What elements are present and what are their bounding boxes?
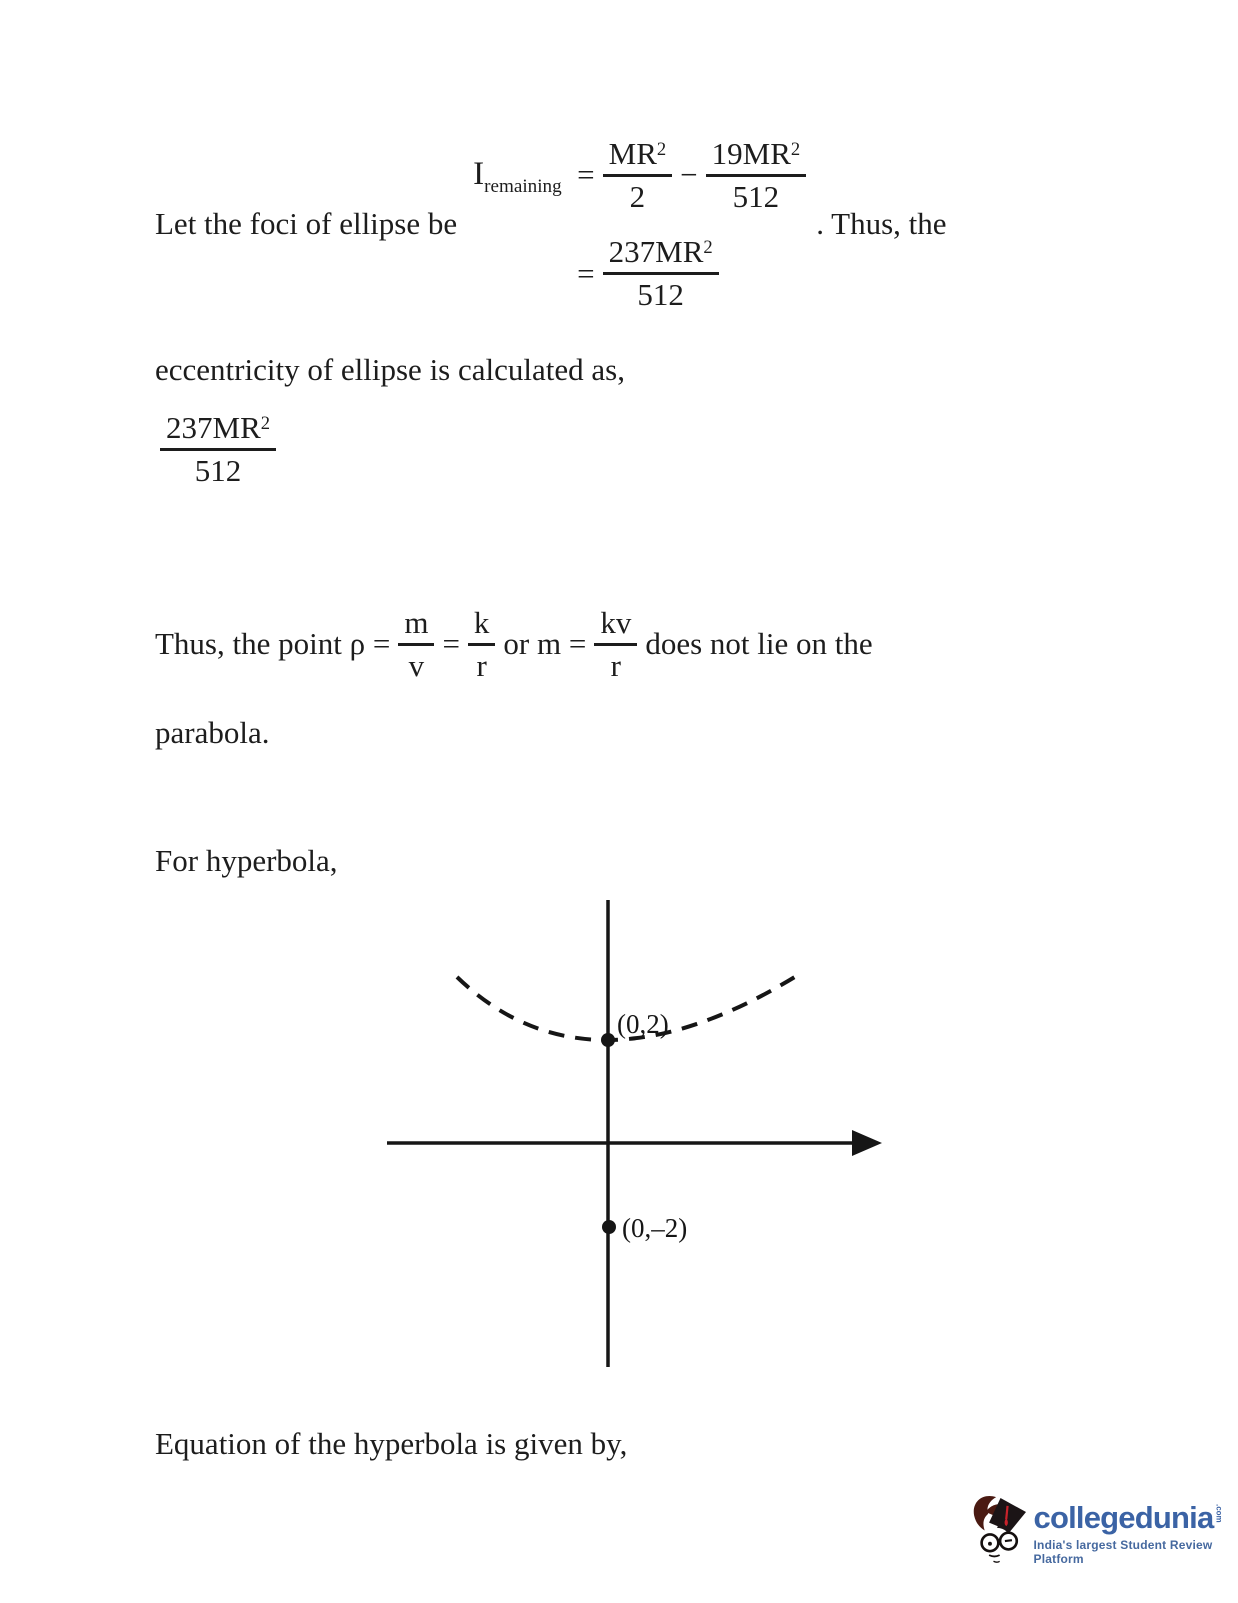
paragraph-parabola: parabola. xyxy=(155,715,270,750)
brand-domain-text: .com xyxy=(1214,1504,1224,1523)
inertia-subscript: remaining xyxy=(484,176,562,198)
fraction-mr2-over-2: $\frac{MR^2}{2}$ xyxy=(603,136,673,214)
fraction-result-237mr2-over-512: $\frac{237MR^2}{512}$ xyxy=(160,410,276,488)
heading-for-hyperbola: For hyperbola, xyxy=(155,843,338,878)
lower-point xyxy=(602,1220,616,1234)
collegedunia-logo xyxy=(968,1486,1238,1568)
point-middle-text: or m = xyxy=(503,626,587,662)
lower-point-label: (0,–2) xyxy=(622,1213,688,1243)
hyperbola-figure xyxy=(378,890,898,1375)
formula-line-2 xyxy=(577,234,806,312)
intro-suffix-text: . Thus, the xyxy=(816,206,947,242)
vertex-point-label: (0,2) xyxy=(617,1009,669,1039)
fraction-19mr2-over-512: $\frac{19MR^2}{512}$ xyxy=(706,136,807,214)
brand-text: collegedunia xyxy=(1033,1500,1214,1535)
equals-sign: = xyxy=(577,255,595,291)
formula-remaining-inertia xyxy=(473,136,806,313)
paragraph-point xyxy=(155,605,873,683)
fraction-k-over-r: $\frac{k}{r}$ xyxy=(468,605,496,683)
x-axis-arrow-icon xyxy=(852,1130,882,1156)
point-prefix-text: Thus, the point ρ = xyxy=(155,626,391,662)
equals-sign: = xyxy=(442,626,460,662)
result-fraction-block xyxy=(160,410,276,488)
inertia-symbol: $I_{remaining}$ xyxy=(473,156,562,198)
fraction-237mr2-over-512: $\frac{237MR^2}{512}$ xyxy=(603,234,719,312)
mascot-graduate-icon xyxy=(968,1486,1030,1568)
paragraph-eccentricity: eccentricity of ellipse is calculated as, xyxy=(155,352,625,387)
paragraph-equation: Equation of the hyperbola is given by, xyxy=(155,1426,628,1461)
point-suffix-text: does not lie on the xyxy=(645,626,873,662)
vertex-point xyxy=(601,1033,615,1047)
fraction-m-over-v: $\frac{m}{v}$ xyxy=(398,605,434,683)
paragraph-intro xyxy=(155,136,947,313)
logo-tagline: India's largest Student Review Platform xyxy=(1033,1538,1213,1566)
formula-line-1 xyxy=(473,136,806,214)
equals-sign: = xyxy=(577,157,595,193)
intro-prefix-text: Let the foci of ellipse be xyxy=(155,206,458,242)
fraction-kv-over-r: $\frac{kv}{r}$ xyxy=(594,605,637,683)
minus-sign: − xyxy=(680,157,698,193)
